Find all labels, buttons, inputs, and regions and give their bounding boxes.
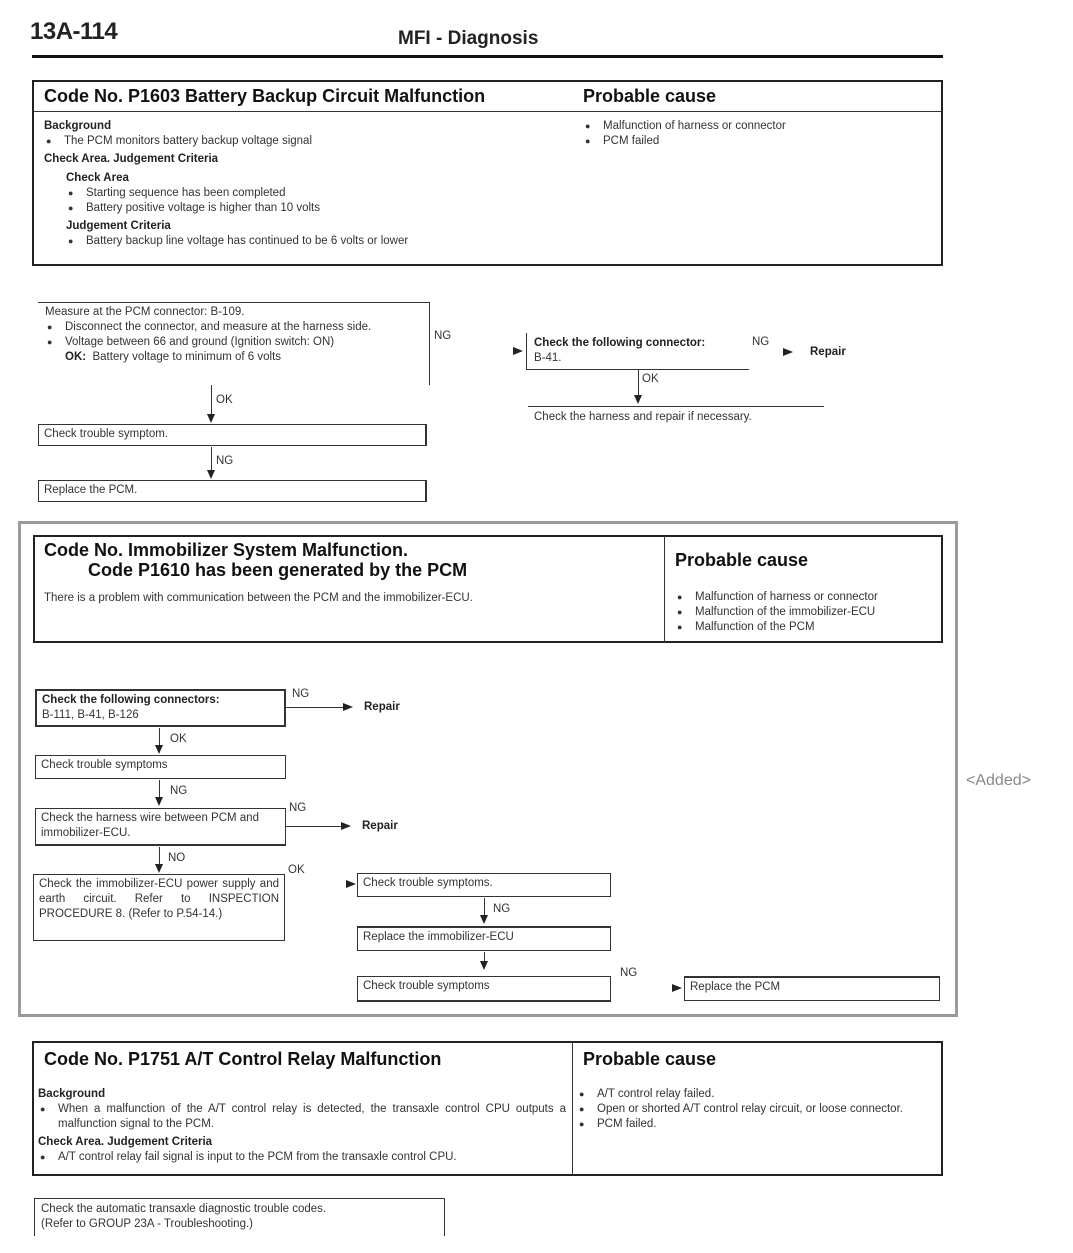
measure-item: ● Voltage between 66 and ground (Ignition switch: ON) — [45, 335, 420, 350]
check-power-box: Check the immobilizer-ECU power supply and earth circuit. Refer to INSPECTION PROCEDURE 8. (Refer to P.54-14.) — [33, 874, 285, 941]
p1610-probable-cause-title: Probable cause — [675, 550, 809, 570]
ng-label: NG — [292, 688, 310, 700]
check-area-judgement-label: Check Area. Judgement Criteria — [38, 1136, 213, 1148]
check-item: ● A/T control relay fail signal is input to the PCM from the transaxle control CPU. — [38, 1150, 566, 1165]
arrow-down-icon — [155, 745, 163, 754]
check-area-label: Check Area — [66, 172, 129, 184]
check-area-item: ● Starting sequence has been completed — [66, 186, 564, 201]
ok-label: OK — [288, 864, 305, 876]
probable-cause-item: ● Malfunction of the PCM — [675, 620, 940, 635]
p1603-title-divider — [33, 111, 942, 112]
check-symptoms-box-3: Check trouble symptoms — [357, 976, 611, 1002]
probable-cause-item: ● Open or shorted A/T control relay circuit, or loose connector. — [577, 1102, 935, 1117]
p1610-title-line1: Code No. Immobilizer System Malfunction. — [44, 540, 409, 560]
check-area-item: ● Battery positive voltage is higher than 10 volts — [66, 201, 564, 216]
arrow-right-icon — [783, 348, 793, 356]
repair-label: Repair — [810, 346, 846, 358]
p1603-title: Code No. P1603 Battery Backup Circuit Malfunction — [44, 86, 486, 106]
flow-connector — [286, 826, 342, 827]
judgement-item: ● Battery backup line voltage has continued to be 6 volts or lower — [66, 234, 564, 249]
check-connectors-value: B-111, B-41, B-126 — [42, 709, 139, 721]
check-symptoms-box-2: Check trouble symptoms. — [357, 873, 611, 897]
background-item: ● When a malfunction of the A/T control relay is detected, the transaxle control CPU outputs a malfunction signal to the PCM. — [38, 1102, 566, 1132]
arrow-down-icon — [207, 414, 215, 423]
replace-pcm-box: Replace the PCM. — [38, 480, 427, 502]
p1603-probable-cause-title: Probable cause — [583, 86, 717, 106]
ng-label: NG — [289, 802, 307, 814]
p1603-probable-causes — [583, 119, 933, 149]
ok-label: OK — [642, 373, 659, 385]
background-label: Background — [38, 1088, 106, 1100]
arrow-right-icon — [343, 703, 353, 711]
ok-label: OK — [170, 733, 187, 745]
arrow-right-icon — [672, 984, 682, 992]
ok-criteria: Battery voltage to minimum of 6 volts — [92, 351, 282, 363]
flow-connector — [211, 385, 212, 415]
transaxle-codes-line2: (Refer to GROUP 23A - Troubleshooting.) — [41, 1218, 253, 1230]
ok-label: OK: — [65, 351, 87, 363]
arrow-down-icon — [207, 470, 215, 479]
p1610-title-line2: Code P1610 has been generated by the PCM — [88, 560, 468, 580]
arrow-right-icon — [346, 880, 356, 888]
ng-label: NG — [752, 336, 770, 348]
check-connector-title: Check the following connector: — [534, 337, 706, 349]
p1610-column-divider — [664, 536, 665, 642]
check-symptoms-box: Check trouble symptoms — [35, 755, 286, 779]
header-rule — [32, 55, 943, 58]
ok-label: OK — [216, 394, 233, 406]
ng-label: NG — [620, 967, 638, 979]
added-label: <Added> — [966, 772, 1031, 789]
arrow-down-icon — [155, 797, 163, 806]
ng-label: NG — [434, 330, 452, 342]
check-symptom-box: Check trouble symptom. — [38, 424, 427, 446]
arrow-down-icon — [634, 395, 642, 404]
p1751-title: Code No. P1751 A/T Control Relay Malfunction — [44, 1049, 442, 1069]
transaxle-codes-box — [34, 1198, 445, 1236]
measure-item: ● Disconnect the connector, and measure at the harness side. — [45, 320, 420, 335]
flow-connector — [484, 898, 485, 916]
p1610-probable-causes — [675, 590, 940, 635]
background-label: Background — [44, 120, 112, 132]
p1751-probable-cause-title: Probable cause — [583, 1049, 717, 1069]
page-number: 13A-114 — [30, 18, 118, 45]
repair-label: Repair — [364, 701, 400, 713]
background-item: ● The PCM monitors battery backup voltage signal — [44, 134, 564, 149]
p1751-column-divider — [572, 1042, 573, 1175]
check-connector-value: B-41. — [534, 352, 562, 364]
probable-cause-item: ● PCM failed — [583, 134, 933, 149]
replace-pcm-box-2: Replace the PCM — [684, 976, 940, 1001]
judgement-label: Judgement Criteria — [66, 220, 171, 232]
p1610-description: There is a problem with communication between the PCM and the immobilizer-ECU. — [44, 592, 473, 604]
probable-cause-item: ● Malfunction of harness or connector — [583, 119, 933, 134]
ng-label: NG — [493, 903, 511, 915]
flow-connector — [159, 847, 160, 865]
flow-connector — [159, 780, 160, 798]
measure-title: Measure at the PCM connector: B-109. — [45, 306, 245, 318]
measure-content — [45, 305, 420, 365]
flow-connector — [159, 728, 160, 746]
p1751-probable-causes — [577, 1087, 935, 1132]
flow-connector — [286, 707, 344, 708]
arrow-right-icon — [513, 347, 523, 355]
ng-label: NG — [170, 785, 188, 797]
check-area-judgement-label: Check Area. Judgement Criteria — [44, 153, 219, 165]
check-connectors-box — [35, 689, 286, 727]
probable-cause-item: ● A/T control relay failed. — [577, 1087, 935, 1102]
flow-connector — [211, 447, 212, 471]
check-connectors-title: Check the following connectors: — [42, 694, 220, 706]
replace-ecu-box: Replace the immobilizer-ECU — [357, 926, 611, 951]
check-harness-text: Check the harness and repair if necessary. — [534, 411, 752, 423]
flow-divider — [528, 406, 824, 407]
page-title: MFI - Diagnosis — [398, 28, 539, 49]
repair-label: Repair — [362, 820, 398, 832]
flow-connector — [638, 370, 639, 396]
probable-cause-item: ● PCM failed. — [577, 1117, 935, 1132]
probable-cause-item: ● Malfunction of the immobilizer-ECU — [675, 605, 940, 620]
p1751-details — [38, 1087, 566, 1165]
ng-label: NG — [216, 455, 234, 467]
arrow-down-icon — [480, 915, 488, 924]
probable-cause-item: ● Malfunction of harness or connector — [675, 590, 940, 605]
p1603-details — [44, 119, 564, 249]
arrow-down-icon — [480, 961, 488, 970]
arrow-down-icon — [155, 864, 163, 873]
check-connector-content — [534, 336, 705, 366]
arrow-right-icon — [341, 822, 351, 830]
check-harness-box: Check the harness wire between PCM and immobilizer-ECU. — [35, 808, 286, 846]
transaxle-codes-line1: Check the automatic transaxle diagnostic trouble codes. — [41, 1203, 327, 1215]
no-label: NO — [168, 852, 186, 864]
